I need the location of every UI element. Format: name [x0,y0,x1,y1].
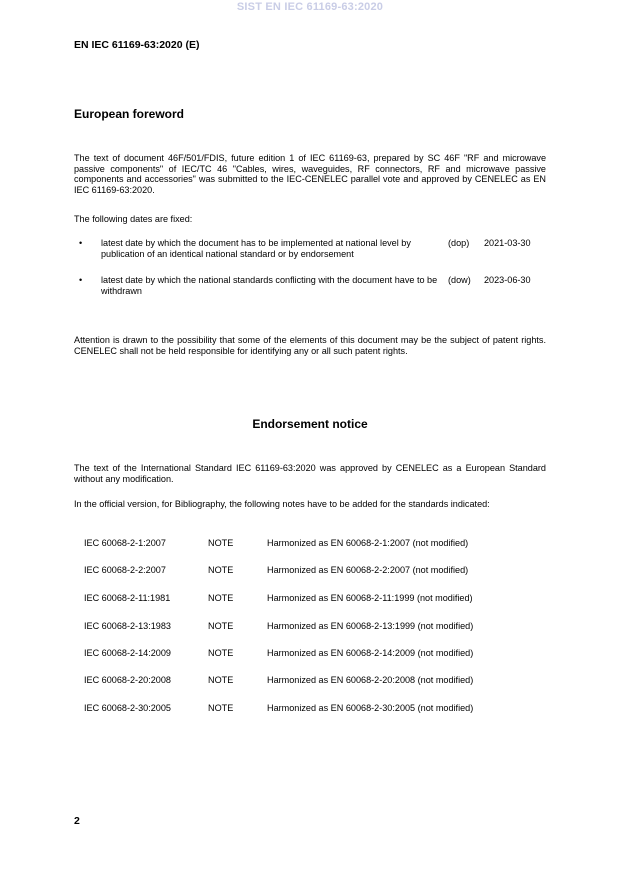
standard-cell: IEC 60068-2-20:2008 [84,675,171,685]
european-foreword-heading: European foreword [74,107,185,121]
table-row [84,648,544,660]
harmonized-cell: Harmonized as EN 60068-2-2:2007 (not modified) [267,565,469,575]
harmonized-cell: Harmonized as EN 60068-2-1:2007 (not modified) [267,538,469,548]
dates-list-item-dow [74,275,546,297]
document-id-header: EN IEC 61169-63:2020 (E) [74,39,200,51]
dates-item-text: latest date by which the document has to be implemented at national level by publication of an identical national standard or by endorsement [101,238,411,259]
standard-cell: IEC 60068-2-1:2007 [84,538,166,548]
harmonized-cell: Harmonized as EN 60068-2-14:2009 (not modified) [267,648,474,658]
standard-cell: IEC 60068-2-14:2009 [84,648,171,658]
note-cell: NOTE [208,675,234,685]
table-row [84,703,544,715]
dates-item-abbr: (dop) [448,238,470,248]
table-row [84,538,544,550]
endorsement-notice-heading: Endorsement notice [252,417,368,431]
dates-item-text: latest date by which the national standards conflicting with the document have to be withdrawn [101,275,438,296]
dates-item-date: 2021-03-30 [484,238,531,248]
note-cell: NOTE [208,565,234,575]
standard-cell: IEC 60068-2-30:2005 [84,703,171,713]
foreword-paragraph-1: The text of document 46F/501/FDIS, future edition 1 of IEC 61169-63, prepared by SC 46F "RF and microwave passive components" of IEC/TC 46 "Cables, wires, waveguides, RF connectors, RF and microwave passive components and accessories" was submitted to the IEC-CENELEC parallel vote and approved by CENELEC as EN IEC 61169-63:2020. [74,153,546,195]
table-row [84,675,544,687]
standard-cell: IEC 60068-2-2:2007 [84,565,166,575]
endorsement-paragraph-2: In the official version, for Bibliography, the following notes have to be added for the standards indicated: [74,499,490,509]
watermark: SIST EN IEC 61169-63:2020 [236,1,384,13]
harmonized-cell: Harmonized as EN 60068-2-20:2008 (not modified) [267,675,474,685]
note-cell: NOTE [208,703,234,713]
note-cell: NOTE [208,538,234,548]
bullet-icon: • [79,275,83,285]
standard-cell: IEC 60068-2-11:1981 [84,593,171,603]
harmonized-cell: Harmonized as EN 60068-2-11:1999 (not modified) [267,593,473,603]
harmonized-cell: Harmonized as EN 60068-2-30:2005 (not modified) [267,703,474,713]
endorsement-paragraph-1: The text of the International Standard IEC 61169-63:2020 was approved by CENELEC as a European Standard without any modification. [74,463,546,484]
foreword-dates-intro: The following dates are fixed: [74,214,193,224]
table-row [84,621,544,633]
note-cell: NOTE [208,648,234,658]
standard-cell: IEC 60068-2-13:1983 [84,621,171,631]
dates-item-date: 2023-06-30 [484,275,531,285]
note-cell: NOTE [208,621,234,631]
table-row [84,565,544,577]
patent-rights-paragraph: Attention is drawn to the possibility that some of the elements of this document may be the subject of patent rights. CENELEC shall not be held responsible for identifying any or all such patent rights. [74,335,546,356]
note-cell: NOTE [208,593,234,603]
table-row [84,593,544,605]
page-number: 2 [74,815,80,827]
harmonized-cell: Harmonized as EN 60068-2-13:1999 (not modified) [267,621,474,631]
dates-list-item-dop [74,238,546,260]
dates-item-abbr: (dow) [448,275,471,285]
bullet-icon: • [79,238,83,248]
